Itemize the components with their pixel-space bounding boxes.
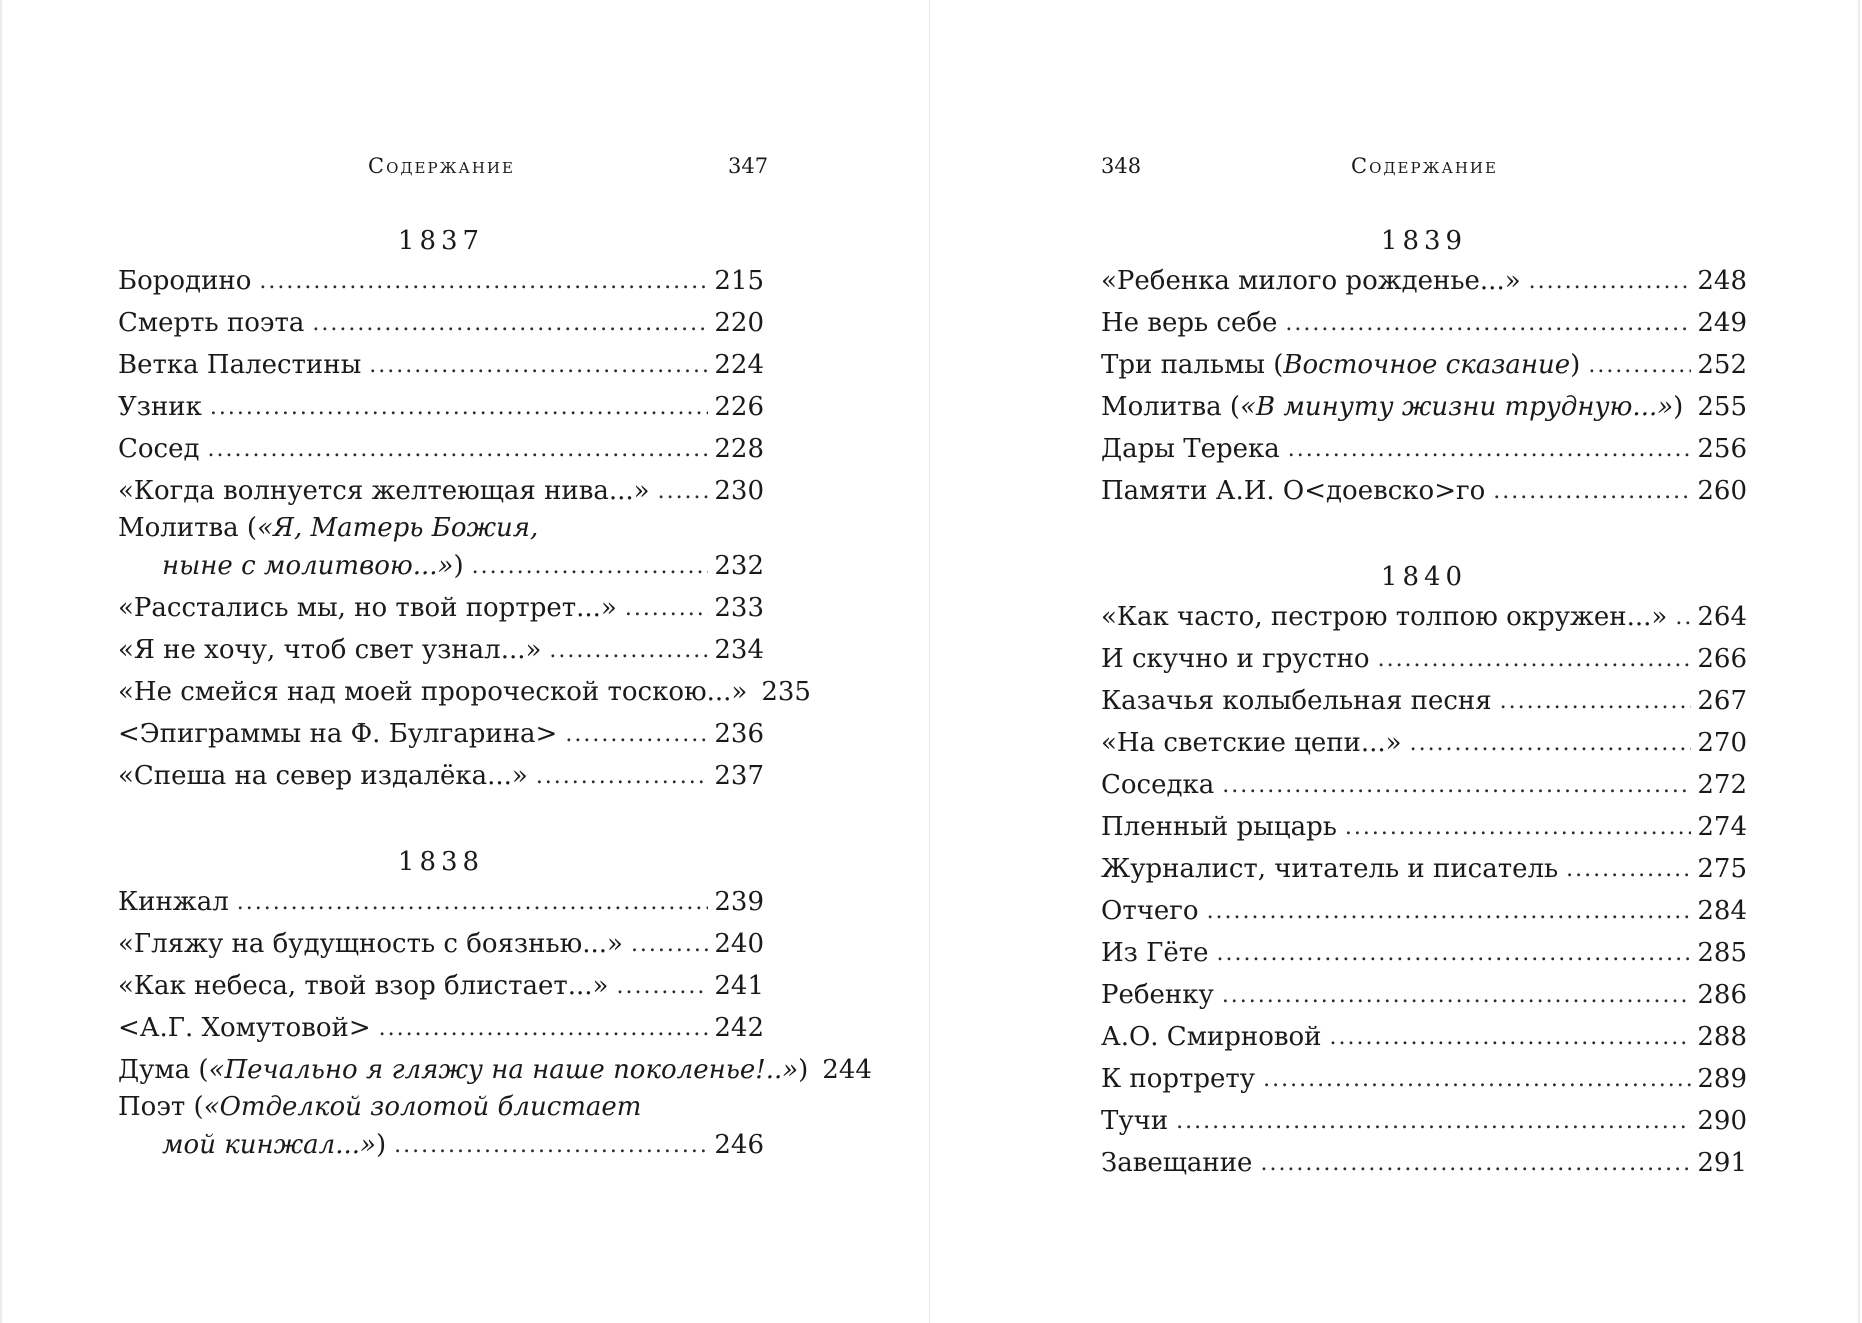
toc-entry-title-group	[1101, 302, 1285, 344]
toc-entry-line2-italic: мой кинжал...»	[162, 1130, 376, 1160]
toc-entry-page: 234	[714, 635, 764, 665]
dot-leader	[472, 546, 709, 588]
dot-leader	[1493, 471, 1691, 513]
toc-entry-continuation	[162, 545, 472, 587]
toc-entry	[1101, 1058, 1747, 1100]
toc-entry-title: Казачья колыбельная песня	[1101, 686, 1492, 716]
toc-entry-title: «Не смейся над моей пророческой тоскою...»	[118, 677, 748, 707]
toc-entry	[1101, 806, 1747, 848]
toc-entry-title-group	[118, 629, 549, 671]
toc-entry-title: «Я не хочу, чтоб свет узнал...»	[118, 635, 542, 665]
toc-entry-page: 224	[714, 350, 764, 380]
toc-entry-title: Смерть поэта	[118, 308, 305, 338]
dot-leader	[1529, 261, 1692, 303]
toc-entry-title-group	[1101, 764, 1222, 806]
toc-entry	[118, 1091, 764, 1166]
toc-entry-page: 289	[1697, 1064, 1747, 1094]
section-gap	[118, 797, 764, 843]
toc-entry-title: «Как часто, пестрою толпою окружен...»	[1101, 602, 1668, 632]
toc-entry-title-group	[1101, 1142, 1260, 1184]
toc-entry-page: 252	[1697, 350, 1747, 380]
toc-entry-line2-tail: )	[375, 1130, 387, 1160]
toc-entry-page: 288	[1697, 1022, 1747, 1052]
toc-entry-line2-tail: )	[453, 551, 464, 581]
dot-leader	[369, 345, 708, 387]
page-number-right: 348	[1101, 154, 1142, 178]
dot-leader	[1330, 1017, 1692, 1059]
toc-entry-page: 266	[1697, 644, 1747, 674]
toc-entry-title: Кинжал	[118, 887, 229, 917]
toc-entry-title-group	[118, 428, 208, 470]
toc-entry-page: 255	[1697, 392, 1747, 422]
toc-entry-page: 242	[714, 1013, 764, 1043]
toc-entry	[1101, 890, 1747, 932]
dot-leader	[536, 756, 709, 798]
toc-entry-title: Не верь себе	[1101, 308, 1278, 338]
toc-entry-title: <Эпиграммы на Ф. Булгарина>	[118, 719, 558, 749]
toc-entry-title-italic: Восточное сказание	[1283, 350, 1571, 380]
page-number-left: 347	[728, 154, 769, 178]
toc-entry	[1101, 302, 1747, 344]
toc-entry-line2-italic: ныне с молитвою...»	[162, 551, 454, 581]
toc-entry-title-group	[118, 344, 369, 386]
toc-entry	[1101, 638, 1747, 680]
toc-entry	[118, 755, 764, 797]
toc-entry-title: «Расстались мы, но твой портрет...»	[118, 593, 617, 623]
dot-leader	[1410, 723, 1692, 765]
toc-entry	[1101, 344, 1747, 386]
toc-entry-title-group	[1101, 638, 1378, 680]
toc-entry-title-group	[1101, 1058, 1263, 1100]
toc-entry-title: «Как небеса, твой взор блистает...»	[118, 971, 609, 1001]
dot-leader	[237, 882, 709, 924]
running-head-left: Содержание	[368, 154, 515, 178]
toc-entry-title: «Когда волнуется желтеющая нива...»	[118, 476, 650, 506]
toc-entry-page: 237	[714, 761, 764, 791]
toc-entry-title: Поэт (	[118, 1092, 204, 1122]
toc-entry	[1101, 764, 1747, 806]
toc-entry-title: Отчего	[1101, 896, 1199, 926]
toc-entry-title-tail: )	[1570, 350, 1581, 380]
toc-entry-title: Тучи	[1101, 1106, 1169, 1136]
toc-entry-line1	[118, 512, 764, 545]
dot-leader	[1222, 765, 1691, 807]
toc-entry-title: Пленный рыцарь	[1101, 812, 1337, 842]
toc-entry-page: 275	[1697, 854, 1747, 884]
toc-entry-title-group	[118, 302, 312, 344]
toc-entry	[1101, 386, 1747, 428]
toc-entry	[1101, 260, 1747, 302]
dot-leader	[1345, 807, 1691, 849]
toc-entry	[118, 386, 764, 428]
year-heading: 1839	[1380, 226, 1468, 256]
toc-entry-title-group	[118, 713, 565, 755]
toc-entry-title: И скучно и грустно	[1101, 644, 1370, 674]
toc-entry-page: 285	[1697, 938, 1747, 968]
toc-entry-title-tail: )	[1673, 392, 1684, 422]
dot-leader	[1285, 303, 1691, 345]
toc-entry-line1	[118, 1091, 764, 1124]
toc-entry-page: 256	[1697, 434, 1747, 464]
toc-entry-title-group	[1101, 974, 1222, 1016]
dot-leader	[631, 924, 708, 966]
toc-entry-page: 267	[1697, 686, 1747, 716]
toc-entry-title-group	[1101, 848, 1566, 890]
toc-entry-title-tail: )	[798, 1055, 809, 1085]
toc-entry-title-group	[1101, 932, 1217, 974]
toc-entry-title-group	[118, 470, 658, 512]
year-heading: 1840	[1380, 562, 1468, 592]
dot-leader	[1288, 429, 1692, 471]
toc-entry	[1101, 1100, 1747, 1142]
toc-entry-title: <А.Г. Хомутовой>	[118, 1013, 371, 1043]
dot-leader	[208, 429, 709, 471]
toc-entry-page: 235	[761, 677, 811, 707]
toc-entry-line2	[118, 545, 764, 587]
toc-entry-title-group	[1101, 1016, 1330, 1058]
toc-entry-title: Из Гёте	[1101, 938, 1209, 968]
toc-entry	[118, 629, 764, 671]
toc-entry	[118, 881, 764, 923]
toc-entry-title-group	[1101, 428, 1288, 470]
toc-entry-page: 220	[714, 308, 764, 338]
toc-entry-title-italic: «Я, Матерь Божия,	[257, 513, 539, 543]
toc-entry-title: Молитва (	[118, 513, 258, 543]
toc-entry-page: 272	[1697, 770, 1747, 800]
toc-entry-title-group	[1101, 890, 1207, 932]
toc-entry-title: К портрету	[1101, 1064, 1256, 1094]
toc-right	[1101, 222, 1747, 1184]
toc-entry	[118, 1007, 764, 1049]
dot-leader	[1217, 933, 1692, 975]
toc-entry-title-group	[118, 1049, 816, 1091]
toc-entry	[118, 470, 764, 512]
toc-entry-title: Памяти А.И. О<доевско>го	[1101, 476, 1486, 506]
toc-entry	[1101, 932, 1747, 974]
toc-entry-title-group	[1101, 386, 1691, 428]
dot-leader	[1260, 1143, 1691, 1185]
toc-entry-title-group	[1101, 680, 1500, 722]
dot-leader	[549, 630, 708, 672]
toc-entry-title-group	[1101, 596, 1675, 638]
toc-entry-title: «Спеша на север издалёка...»	[118, 761, 528, 791]
toc-entry-title: «Гляжу на будущность с боязнью...»	[118, 929, 623, 959]
dot-leader	[1207, 891, 1692, 933]
toc-entry-page: 290	[1697, 1106, 1747, 1136]
toc-entry	[1101, 596, 1747, 638]
toc-entry-title-group	[118, 587, 625, 629]
dot-leader	[259, 261, 708, 303]
dot-leader	[1588, 345, 1691, 387]
toc-entry-title: Дары Терека	[1101, 434, 1280, 464]
toc-entry	[118, 1049, 872, 1091]
toc-entry-title: Завещание	[1101, 1148, 1253, 1178]
toc-entry-page: 232	[714, 551, 764, 581]
toc-left	[118, 222, 872, 1166]
toc-entry-page: 233	[714, 593, 764, 623]
toc-entry-page: 244	[822, 1055, 872, 1085]
dot-leader	[379, 1008, 709, 1050]
toc-entry-continuation	[162, 1124, 394, 1166]
toc-entry-page: 248	[1697, 266, 1747, 296]
dot-leader	[1566, 849, 1691, 891]
toc-entry-title-group	[118, 881, 237, 923]
toc-entry	[118, 428, 764, 470]
toc-entry-title: Три пальмы (	[1101, 350, 1284, 380]
toc-entry	[118, 671, 811, 713]
toc-entry-title-group	[118, 755, 536, 797]
toc-entry-page: 274	[1697, 812, 1747, 842]
toc-entry	[118, 302, 764, 344]
section-gap	[1101, 512, 1747, 558]
toc-entry-title-italic: «В минуту жизни трудную...»	[1240, 392, 1674, 422]
toc-entry	[1101, 1142, 1747, 1184]
toc-entry-title-italic: «Отделкой золотой блистает	[203, 1092, 642, 1122]
toc-entry-page: 236	[714, 719, 764, 749]
right-page	[930, 0, 1860, 1323]
toc-entry-title-group	[1101, 260, 1529, 302]
year-heading: 1837	[397, 226, 485, 256]
toc-entry-page: 264	[1697, 602, 1747, 632]
dot-leader	[312, 303, 708, 345]
toc-entry-page: 246	[714, 1130, 764, 1160]
toc-entry-title-group	[1101, 1100, 1176, 1142]
toc-entry	[1101, 722, 1747, 764]
toc-entry-page: 226	[714, 392, 764, 422]
year-heading: 1838	[397, 847, 485, 877]
toc-entry-title: Узник	[118, 392, 202, 422]
toc-entry-title: Бородино	[118, 266, 252, 296]
toc-entry-title: «На светские цепи...»	[1101, 728, 1402, 758]
toc-entry-title-group	[1101, 722, 1410, 764]
toc-entry	[118, 587, 764, 629]
dot-leader	[616, 966, 708, 1008]
toc-entry	[118, 260, 764, 302]
dot-leader	[625, 588, 709, 630]
dot-leader	[1222, 975, 1692, 1017]
toc-entry-title: Ветка Палестины	[118, 350, 362, 380]
toc-entry-title-group	[1101, 344, 1588, 386]
dot-leader	[1500, 681, 1692, 723]
toc-entry-page: 241	[714, 971, 764, 1001]
toc-entry-page: 286	[1697, 980, 1747, 1010]
toc-entry-page: 228	[714, 434, 764, 464]
toc-entry-title: Журналист, читатель и писатель	[1101, 854, 1559, 884]
running-head-right: Содержание	[1351, 154, 1498, 178]
toc-entry	[118, 713, 764, 755]
toc-entry-title-group	[118, 965, 616, 1007]
dot-leader	[394, 1125, 708, 1167]
dot-leader	[1378, 639, 1692, 681]
toc-entry-page: 284	[1697, 896, 1747, 926]
toc-entry-title-group	[118, 260, 259, 302]
toc-entry-page: 291	[1697, 1148, 1747, 1178]
toc-entry-title-group	[1101, 806, 1345, 848]
toc-entry-title: Сосед	[118, 434, 200, 464]
toc-entry	[1101, 974, 1747, 1016]
toc-entry-page: 270	[1697, 728, 1747, 758]
page-edge-right	[1858, 0, 1860, 1323]
toc-entry-title: Молитва (	[1101, 392, 1241, 422]
toc-entry	[118, 344, 764, 386]
toc-entry-page: 249	[1697, 308, 1747, 338]
toc-entry-line2	[118, 1124, 764, 1166]
toc-entry-title: А.О. Смирновой	[1101, 1022, 1322, 1052]
dot-leader	[565, 714, 708, 756]
toc-entry	[1101, 680, 1747, 722]
toc-entry-page: 215	[714, 266, 764, 296]
dot-leader	[658, 471, 709, 513]
left-page	[0, 0, 930, 1323]
toc-entry	[1101, 428, 1747, 470]
toc-entry-page: 239	[714, 887, 764, 917]
toc-entry	[118, 965, 764, 1007]
dot-leader	[210, 387, 708, 429]
toc-entry-title: Дума (	[118, 1055, 209, 1085]
toc-entry-page: 260	[1697, 476, 1747, 506]
toc-entry	[118, 923, 764, 965]
toc-entry-title: Соседка	[1101, 770, 1215, 800]
toc-entry-page: 230	[714, 476, 764, 506]
toc-entry-title-group	[118, 386, 210, 428]
toc-entry-title: «Ребенка милого рожденье...»	[1101, 266, 1521, 296]
toc-entry	[1101, 470, 1747, 512]
toc-entry	[1101, 848, 1747, 890]
toc-entry-title: Ребенку	[1101, 980, 1214, 1010]
toc-entry	[118, 512, 764, 587]
page-edge-left	[0, 0, 2, 1323]
dot-leader	[1176, 1101, 1691, 1143]
dot-leader	[1675, 597, 1691, 639]
toc-entry-title-group	[118, 1007, 379, 1049]
toc-entry-title-group	[1101, 470, 1493, 512]
toc-entry-title-group	[118, 671, 755, 713]
toc-entry-title-group	[118, 923, 631, 965]
toc-entry	[1101, 1016, 1747, 1058]
toc-entry-page: 240	[714, 929, 764, 959]
toc-entry-title-italic: «Печально я гляжу на наше поколенье!..»	[208, 1055, 799, 1085]
dot-leader	[1263, 1059, 1691, 1101]
